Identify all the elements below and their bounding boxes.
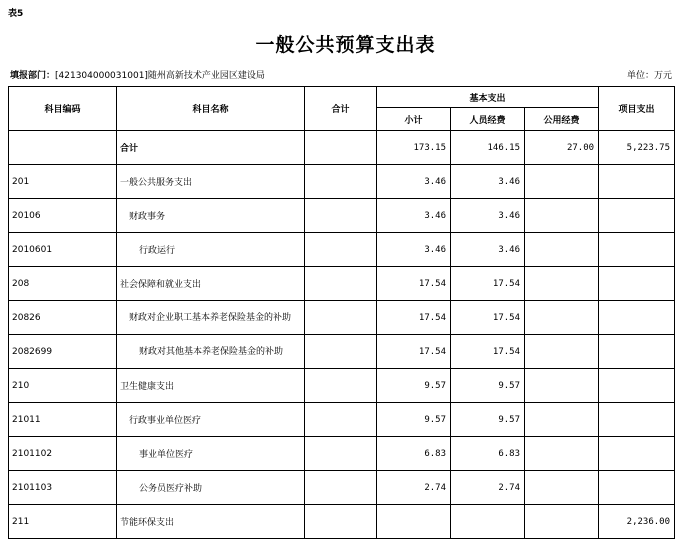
public-cell (525, 437, 599, 471)
total-cell (305, 233, 377, 267)
personnel-cell: 6.83 (451, 437, 525, 471)
subtotal-cell: 9.57 (377, 403, 451, 437)
table-row (9, 505, 675, 539)
subtotal-cell: 3.46 (377, 199, 451, 233)
subtotal-cell: 9.57 (377, 369, 451, 403)
subtotal-cell: 6.83 (377, 437, 451, 471)
subtotal-cell: 17.54 (377, 335, 451, 369)
reporting-department (10, 68, 265, 81)
project-cell (599, 335, 675, 369)
table-row (9, 335, 675, 369)
table-row (9, 301, 675, 335)
code-cell: 211 (9, 505, 117, 539)
project-cell (599, 437, 675, 471)
personnel-cell: 3.46 (451, 199, 525, 233)
code-cell: 20106 (9, 199, 117, 233)
name-cell: 财政对其他基本养老保险基金的补助 (117, 335, 305, 369)
name-cell: 财政对企业职工基本养老保险基金的补助 (117, 301, 305, 335)
personnel-cell: 9.57 (451, 369, 525, 403)
subtotal-cell: 173.15 (377, 131, 451, 165)
personnel-cell: 3.46 (451, 165, 525, 199)
name-cell: 行政事业单位医疗 (117, 403, 305, 437)
total-cell (305, 199, 377, 233)
code-cell: 210 (9, 369, 117, 403)
code-cell (9, 131, 117, 165)
page-title: 一般公共预算支出表 (255, 34, 436, 56)
personnel-cell (451, 505, 525, 539)
total-cell (305, 437, 377, 471)
personnel-cell: 17.54 (451, 301, 525, 335)
name-cell: 卫生健康支出 (117, 369, 305, 403)
public-cell (525, 471, 599, 505)
public-cell (525, 301, 599, 335)
public-cell (525, 199, 599, 233)
total-cell (305, 301, 377, 335)
total-cell (305, 403, 377, 437)
project-cell (599, 199, 675, 233)
subtotal-cell (377, 505, 451, 539)
header-public: 公用经费 (525, 108, 599, 131)
header-name: 科目名称 (117, 87, 305, 131)
personnel-cell: 2.74 (451, 471, 525, 505)
public-cell (525, 505, 599, 539)
personnel-cell: 17.54 (451, 335, 525, 369)
personnel-cell: 17.54 (451, 267, 525, 301)
unit-label: 单位：万元 (626, 71, 672, 81)
name-cell: 一般公共服务支出 (117, 165, 305, 199)
total-cell (305, 165, 377, 199)
project-cell (599, 471, 675, 505)
table-row (9, 233, 675, 267)
table-row (9, 403, 675, 437)
code-cell: 201 (9, 165, 117, 199)
name-cell: 合计 (117, 131, 305, 165)
project-cell (599, 369, 675, 403)
total-cell (305, 471, 377, 505)
code-cell: 2082699 (9, 335, 117, 369)
table-row (9, 437, 675, 471)
total-cell (305, 131, 377, 165)
dept-value: [421304000031001]随州高新技术产业园区建设局 (55, 71, 265, 81)
name-cell: 行政运行 (117, 233, 305, 267)
personnel-cell: 9.57 (451, 403, 525, 437)
public-cell (525, 233, 599, 267)
subtotal-cell: 3.46 (377, 165, 451, 199)
name-cell: 财政事务 (117, 199, 305, 233)
table-row (9, 165, 675, 199)
header-code: 科目编码 (9, 87, 117, 131)
personnel-cell: 3.46 (451, 233, 525, 267)
code-cell: 20826 (9, 301, 117, 335)
table-number: 表5 (8, 9, 24, 19)
total-cell (305, 369, 377, 403)
public-cell (525, 267, 599, 301)
project-cell (599, 165, 675, 199)
project-cell (599, 233, 675, 267)
public-cell (525, 369, 599, 403)
total-cell (305, 267, 377, 301)
code-cell: 21011 (9, 403, 117, 437)
total-cell (305, 335, 377, 369)
name-cell: 事业单位医疗 (117, 437, 305, 471)
header-total: 合计 (305, 87, 377, 131)
total-row (9, 131, 675, 165)
table-row (9, 199, 675, 233)
subtotal-cell: 3.46 (377, 233, 451, 267)
personnel-cell: 146.15 (451, 131, 525, 165)
project-cell (599, 301, 675, 335)
subtotal-cell: 2.74 (377, 471, 451, 505)
project-cell (599, 403, 675, 437)
public-cell (525, 335, 599, 369)
name-cell: 节能环保支出 (117, 505, 305, 539)
project-cell: 5,223.75 (599, 131, 675, 165)
header-basic: 基本支出 (377, 87, 599, 108)
public-cell (525, 165, 599, 199)
code-cell: 2010601 (9, 233, 117, 267)
table-row (9, 369, 675, 403)
name-cell: 社会保障和就业支出 (117, 267, 305, 301)
public-cell (525, 403, 599, 437)
project-cell (599, 267, 675, 301)
name-cell: 公务员医疗补助 (117, 471, 305, 505)
table-row (9, 471, 675, 505)
code-cell: 208 (9, 267, 117, 301)
dept-label: 填报部门： (10, 71, 56, 81)
subtotal-cell: 17.54 (377, 267, 451, 301)
project-cell: 2,236.00 (599, 505, 675, 539)
header-personnel: 人员经费 (451, 108, 525, 131)
subtotal-cell: 17.54 (377, 301, 451, 335)
header-subtotal: 小计 (377, 108, 451, 131)
code-cell: 2101102 (9, 437, 117, 471)
budget-table (8, 86, 675, 539)
total-cell (305, 505, 377, 539)
table-row (9, 267, 675, 301)
header-project: 项目支出 (599, 87, 675, 131)
code-cell: 2101103 (9, 471, 117, 505)
public-cell: 27.00 (525, 131, 599, 165)
